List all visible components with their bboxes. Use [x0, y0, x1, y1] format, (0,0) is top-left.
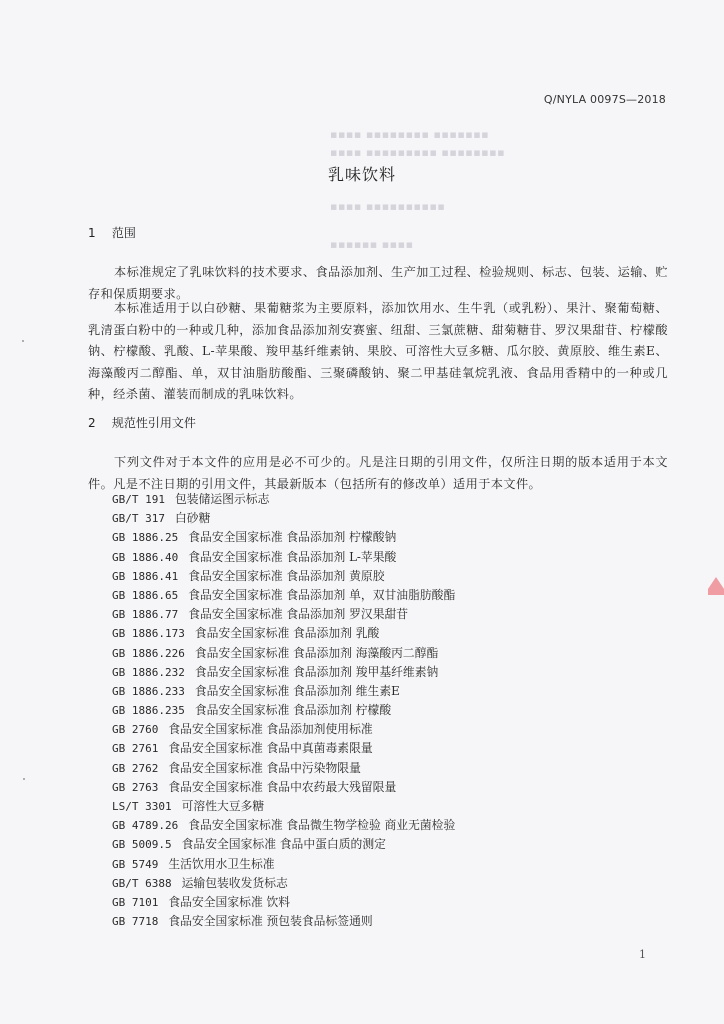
reference-code: GB 1886.40 [112, 550, 179, 564]
reference-title: 食品安全国家标准 食品中农药最大残留限量 [168, 779, 397, 794]
reference-title: 生活饮用水卫生标准 [168, 856, 275, 871]
reference-title: 食品安全国家标准 食品添加剂 柠檬酸 [194, 703, 392, 718]
section-title: 规范性引用文件 [111, 416, 196, 430]
reference-title: 食品安全国家标准 食品添加剂使用标准 [168, 722, 373, 737]
reference-title: 白砂糖 [174, 511, 211, 526]
reference-title: 食品安全国家标准 食品添加剂 L-苹果酸 [188, 549, 397, 564]
reference-code: GB 7101 [112, 895, 159, 909]
reference-code: GB 1886.173 [112, 627, 185, 641]
reference-code: GB 1886.232 [112, 665, 185, 679]
section-heading-scope [88, 224, 136, 241]
scan-speck [23, 778, 25, 780]
reference-item [112, 912, 455, 931]
reference-item [112, 586, 455, 605]
reference-code: GB/T 317 [112, 512, 165, 526]
reference-title: 包装储运图示标志 [174, 492, 270, 506]
references-intro: 下列文件对于本文件的应用是必不可少的。凡是注日期的引用文件，仅所注日期的版本适用于本文件。凡是不注日期的引用文件，其最新版本（包括所有的修改单）适用于本文件。 [88, 455, 668, 491]
document-code: Q/NYLA 0097S—2018 [543, 93, 666, 106]
reference-title: 食品安全国家标准 食品添加剂 羧甲基纤维素钠 [194, 664, 439, 679]
bleed-through-text: ▪▪▪▪▪▪ ▪▪▪▪ [330, 238, 414, 251]
reference-code: GB 1886.233 [112, 684, 185, 698]
seal-stamp-fragment [708, 525, 724, 655]
reference-item [112, 874, 455, 893]
reference-item [112, 567, 455, 586]
reference-code: GB 1886.65 [112, 588, 179, 602]
reference-code: GB 1886.77 [112, 608, 179, 622]
reference-item [112, 720, 455, 739]
reference-item [112, 528, 455, 547]
reference-item [112, 759, 455, 778]
reference-item [112, 835, 455, 854]
reference-code: GB 1886.235 [112, 704, 185, 718]
reference-title: 食品安全国家标准 食品添加剂 黄原胶 [188, 568, 385, 583]
reference-item [112, 778, 455, 797]
reference-code: GB 5009.5 [112, 838, 172, 852]
reference-code: GB 2762 [112, 761, 159, 775]
reference-item [112, 490, 455, 509]
section-number: 1 [88, 226, 96, 240]
reference-item [112, 663, 455, 682]
section-heading-references [88, 414, 196, 431]
reference-code: GB 7718 [112, 915, 159, 929]
reference-item [112, 605, 455, 624]
reference-title: 食品安全国家标准 食品添加剂 维生素E [194, 683, 400, 698]
reference-title: 食品安全国家标准 食品添加剂 乳酸 [194, 626, 380, 641]
reference-title: 可溶性大豆多糖 [181, 799, 265, 813]
reference-item [112, 701, 455, 720]
reference-code: GB 5749 [112, 857, 159, 871]
reference-code: GB/T 6388 [112, 876, 172, 890]
reference-code: GB 2763 [112, 780, 159, 794]
reference-title: 运输包装收发货标志 [181, 875, 288, 890]
reference-title: 食品安全国家标准 饮料 [168, 894, 291, 909]
reference-title: 食品安全国家标准 食品添加剂 单，双甘油脂肪酸酯 [188, 587, 456, 602]
reference-title: 食品安全国家标准 预包装食品标签通则 [168, 914, 373, 929]
seal-star-icon [708, 577, 724, 595]
reference-title: 食品安全国家标准 食品中蛋白质的测定 [181, 837, 386, 852]
reference-code: GB/T 191 [112, 493, 165, 506]
bleed-through-text: ▪▪▪▪ ▪▪▪▪▪▪▪▪ ▪▪▪▪▪▪▪ [330, 128, 490, 141]
reference-code: GB 2761 [112, 742, 159, 756]
reference-code: GB 1886.41 [112, 569, 179, 583]
reference-item [112, 509, 455, 528]
section-title: 范围 [111, 226, 136, 240]
reference-code: LS/T 3301 [112, 800, 172, 813]
reference-title: 食品安全国家标准 食品中污染物限量 [168, 760, 361, 775]
scan-speck [22, 340, 24, 342]
section-number: 2 [88, 416, 96, 430]
reference-list [112, 490, 455, 931]
reference-item [112, 548, 455, 567]
reference-code: GB 1886.226 [112, 646, 185, 660]
reference-item [112, 893, 455, 912]
reference-item [112, 739, 455, 758]
reference-title: 食品安全国家标准 食品添加剂 罗汉果甜苷 [188, 607, 409, 622]
reference-item [112, 624, 455, 643]
reference-item [112, 797, 455, 816]
page-number: 1 [639, 948, 646, 961]
bleed-through-text: ▪▪▪▪ ▪▪▪▪▪▪▪▪▪▪ [330, 200, 446, 213]
reference-title: 食品安全国家标准 食品中真菌毒素限量 [168, 741, 373, 756]
scope-paragraph-2: 本标准适用于以白砂糖、果葡糖浆为主要原料，添加饮用水、生牛乳（或乳粉）、果汁、聚葡萄糖、乳清蛋白粉中的一种或几种，添加食品添加剂安赛蜜、纽甜、三氯蔗糖、甜菊糖苷、罗汉果甜苷、柠檬酸钠、柠檬酸、乳酸、L-苹果酸、羧甲基纤维素钠、果胶、可溶性大豆多糖、瓜尔胶、黄原胶、维生素E、海藻酸丙二醇酯、单，双甘油脂肪酸酯、三聚磷酸钠、聚二甲基硅氧烷乳液、食品用香精中的一种或几种，经杀菌、灌装而制成的乳味饮料。 [88, 301, 668, 401]
scope-paragraph-1: 本标准规定了乳味饮料的技术要求、食品添加剂、生产加工过程、检验规则、标志、包装、运输、贮存和保质期要求。 [88, 265, 668, 301]
reference-item [112, 855, 455, 874]
reference-title: 食品安全国家标准 食品添加剂 柠檬酸钠 [188, 530, 397, 545]
reference-item [112, 816, 455, 835]
reference-code: GB 1886.25 [112, 531, 179, 545]
reference-code: GB 2760 [112, 723, 159, 737]
reference-title: 食品安全国家标准 食品添加剂 海藻酸丙二醇酯 [194, 645, 439, 660]
bleed-through-text: ▪▪▪▪ ▪▪▪▪▪▪▪▪▪ ▪▪▪▪▪▪▪▪ [330, 146, 506, 159]
document-title: 乳味饮料 [327, 165, 396, 184]
reference-item [112, 682, 455, 701]
reference-title: 食品安全国家标准 食品微生物学检验 商业无菌检验 [188, 818, 456, 833]
reference-code: GB 4789.26 [112, 819, 179, 833]
reference-item [112, 644, 455, 663]
